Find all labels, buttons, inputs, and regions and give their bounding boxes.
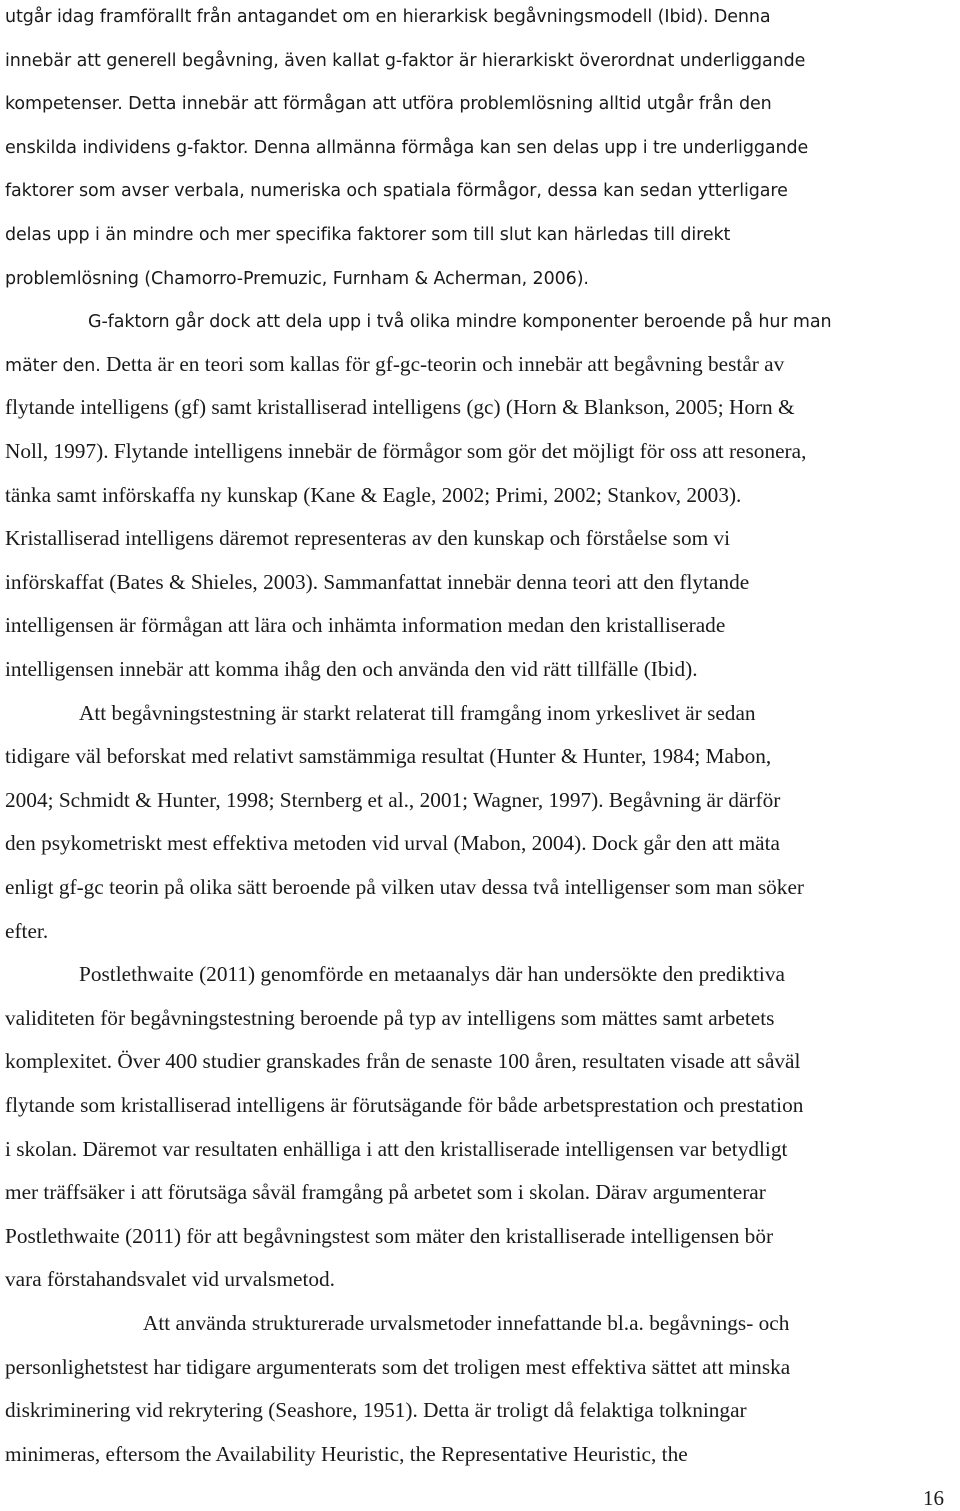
text-line	[79, 961, 785, 987]
text-segment: utgår idag framförallt från antagandet om en hierarkisk begåvningsmodell (Ibid). Denna	[5, 7, 771, 27]
text-segment: G-faktorn går dock att dela upp i två olika mindre komponenter beroende på hur man	[88, 312, 832, 333]
text-line	[5, 394, 795, 420]
text-segment: Postlethwaite (2011) genomförde en metaanalys där han undersökte den prediktiva	[79, 962, 785, 987]
text-line	[5, 89, 772, 117]
text-line	[79, 700, 756, 726]
text-segment: tänka samt införskaffa ny kunskap (Kane & Eagle, 2002; Primi, 2002; Stankov, 2003).	[5, 482, 742, 507]
text-segment: införskaffat (Bates & Shieles, 2003). Sammanfattat innebär denna teori att den flytande	[5, 569, 750, 594]
text-line	[5, 2, 771, 30]
text-line	[5, 176, 788, 204]
text-segment: enskilda individens g-faktor. Denna allmänna förmåga kan sen delas upp i tre underliggande	[5, 137, 809, 158]
text-line	[5, 133, 808, 161]
text-segment: Kristalliserad intelligens däremot representeras av den kunskap och förståelse som vi	[5, 526, 731, 551]
text-segment: minimeras, eftersom the Availability Heuristic, the Representative Heuristic, the	[5, 1441, 688, 1466]
text-line	[5, 569, 749, 595]
text-segment: intelligensen är förmågan att lära och inhämta information medan den kristalliserade	[5, 613, 726, 638]
text-line	[5, 1092, 803, 1118]
text-line	[5, 46, 805, 74]
text-segment: flytande intelligens (gf) samt kristalliserad intelligens (gc) (Horn & Blankson, 2005; Horn &	[5, 395, 795, 420]
text-line	[88, 307, 831, 335]
text-segment: personlighetstest har tidigare argumenterats som det troligen mest effektiva sättet att minska	[5, 1354, 791, 1379]
text-segment: intelligensen innebär att komma ihåg den och använda den vid rätt tillfälle (Ibid).	[5, 657, 698, 681]
text-line	[5, 918, 48, 944]
text-segment: i skolan. Däremot var resultaten enhälliga i att den kristalliserade intelligensen var betydligt	[5, 1136, 788, 1161]
text-line	[5, 830, 780, 856]
text-line	[143, 1310, 789, 1336]
text-segment: flytande som kristalliserad intelligens är förutsägande för både arbetsprestation och prestation	[5, 1093, 804, 1117]
text-segment: vara förstahandsvalet vid urvalsmetod.	[5, 1267, 335, 1292]
text-line	[5, 1179, 766, 1205]
text-line	[5, 656, 698, 682]
text-line	[5, 787, 780, 813]
text-segment: mäter den.	[5, 355, 101, 376]
text-line	[5, 1136, 787, 1162]
text-segment: innebär att generell begåvning, även kallat g-faktor är hierarkiskt överordnat underliggande	[5, 50, 806, 71]
text-segment: 2004; Schmidt & Hunter, 1998; Sternberg et al., 2001; Wagner, 1997). Begåvning är därför	[5, 787, 781, 812]
text-line	[5, 1266, 335, 1292]
text-line	[5, 874, 804, 900]
text-line	[5, 1354, 790, 1380]
text-segment: faktorer som avser verbala, numeriska och spatiala förmågor, dessa kan sedan ytterligare	[5, 181, 788, 202]
text-segment: diskriminering vid rekrytering (Seashore, 1951). Detta är troligt då felaktiga tolkningar	[5, 1398, 747, 1423]
text-line	[5, 1223, 773, 1249]
text-segment: enligt gf-gc teorin på olika sätt beroende på vilken utav dessa två intelligenser som man söker	[5, 875, 804, 899]
text-segment: mer träffsäker i att förutsäga såväl framgång på arbetet som i skolan. Därav argumenterar	[5, 1180, 766, 1205]
text-segment: den psykometriskt mest effektiva metoden vid urval (Mabon, 2004). Dock går den att mäta	[5, 831, 780, 856]
text-segment: tidigare väl beforskat med relativt samstämmiga resultat (Hunter & Hunter, 1984; Mabon,	[5, 744, 772, 769]
text-line	[5, 482, 741, 508]
text-line	[5, 1048, 800, 1074]
text-line	[5, 743, 771, 769]
text-segment: delas upp i än mindre och mer specifika faktorer som till slut kan härledas till direkt	[5, 225, 731, 245]
text-line	[5, 525, 730, 551]
text-line	[5, 1005, 774, 1031]
text-segment: kompetenser. Detta innebär att förmågan att utföra problemlösning alltid utgår från den	[5, 94, 772, 115]
text-line	[5, 264, 589, 292]
text-segment: validiteten för begåvningstestning beroende på typ av intelligens som mättes samt arbetets	[5, 1005, 775, 1030]
text-segment: Att använda strukturerade urvalsmetoder innefattande bl.a. begåvnings- och	[143, 1311, 790, 1335]
text-segment: Noll, 1997). Flytande intelligens innebär de förmågor som gör det möjligt för oss att resonera,	[5, 439, 807, 463]
text-line	[5, 1397, 747, 1423]
text-line	[5, 612, 725, 638]
text-segment: Att begåvningstestning är starkt relaterat till framgång inom yrkeslivet är sedan	[79, 700, 756, 725]
text-line	[5, 1441, 688, 1467]
text-segment: Detta är en teori som kallas för gf-gc-teorin och innebär att begåvning består av	[100, 351, 785, 376]
text-line	[5, 438, 806, 464]
text-line	[5, 351, 784, 379]
text-segment: problemlösning (Chamorro-Premuzic, Furnham & Acherman, 2006).	[5, 268, 589, 289]
text-segment: Postlethwaite (2011) för att begåvningstest som mäter den kristalliserade intelligensen bör	[5, 1223, 774, 1248]
text-line	[5, 220, 730, 248]
text-segment: efter.	[5, 918, 49, 943]
page-number: 16	[923, 1486, 944, 1510]
text-segment: komplexitet. Över 400 studier granskades från de senaste 100 åren, resultaten visade att såväl	[5, 1049, 801, 1074]
